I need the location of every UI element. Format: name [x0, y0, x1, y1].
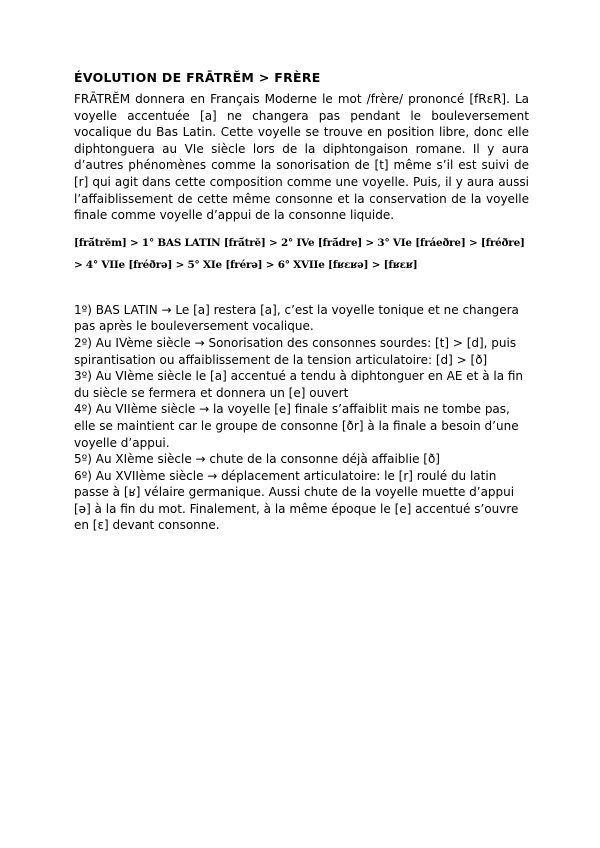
document-title: ÉVOLUTION DE FRĀTRĔM > FRÈRE: [74, 70, 321, 85]
evolution-steps-list: [74, 302, 529, 534]
step-item: 1º) BAS LATIN → Le [a] restera [a], c’est la voyelle tonique et ne changera pas après le bouleversement vocalique.: [74, 302, 519, 334]
step-item: 4º) Au VIIème siècle → la voyelle [e] finale s’affaiblit mais ne tombe pas, elle se maintient car le groupe de consonne [ðr] à la finale a besoin d’une voyelle d’appui.: [74, 402, 519, 450]
step-item: 2º) Au IVème siècle → Sonorisation des consonnes sourdes: [t] > [d], puis spirantisation ou affaiblissement de la tension articulatoire: [d] > [ð]: [74, 335, 517, 367]
step-item: 6º) Au XVIIème siècle → déplacement articulatoire: le [r] roulé du latin passe à [ʁ] vélaire germanique. Aussi chute de la voyelle muette d’appui [ə] à la fin du mot. Finalement, à la même époque le [e] accentué s’ouvre en [ɛ] devant consonne.: [74, 468, 519, 533]
intro-paragraph: FRĀTRĔM donnera en Français Moderne le mot /frère/ prononcé [fRɛR]. La voyelle accentuée [a] ne changera pas pendant le bouleversement vocalique du Bas Latin. Cette voyelle se trouve en position libre, donc elle diphtonguera au VIe siècle lors de la diphtongaison romane. Il y aura d’autres phénomènes comme la sonorisation de [t] même s’il est suivi de [r] qui agit dans cette composition comme une voyelle. Puis, il y aura aussi l’affaiblissement de cette même consonne et la conservation de la voyelle finale comme voyelle d’appui de la consonne liquide.: [74, 92, 529, 223]
step-item: 5º) Au XIème siècle → chute de la consonne déjà affaiblie [ð]: [74, 452, 440, 467]
document-page: [74, 68, 529, 534]
step-item: 3º) Au VIème siècle le [a] accentué a tendu à diphtonguer en AE et à la fin du siècle se fermera et donnera un [e] ouvert: [74, 369, 524, 400]
evolution-chain: [frā́trĕm] > 1° BAS LATIN [frā́trĕ] > 2° IVe [frā́dre] > 3° VIe [fráeðre] > [fréðre] > 4° VIIe [fréðrə] > 5° XIe [frérə] > 6° XVIIe [fʁɛʁə] > [fʁɛʁ]: [74, 236, 525, 271]
